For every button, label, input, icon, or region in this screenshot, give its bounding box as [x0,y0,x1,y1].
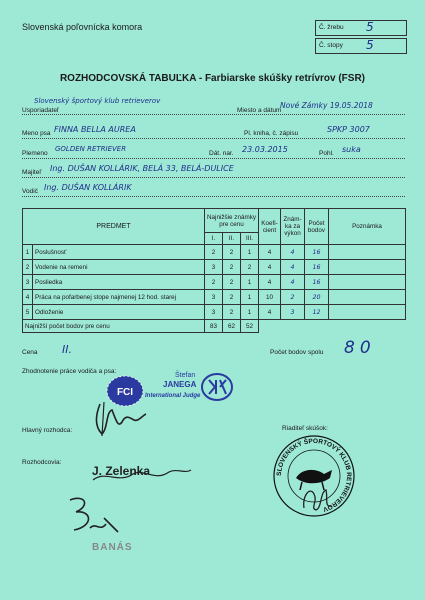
row-coef: 4 [259,245,281,260]
header-iii: III. [241,233,259,245]
row-min-ii: 2 [223,275,241,290]
row-min-i: 3 [205,260,223,275]
row-points: 20 [305,290,329,305]
organizer-row [22,97,405,115]
row-coef: 4 [259,275,281,290]
judge-role: International Judge [145,393,201,399]
judge-first-name: Štefan [175,372,196,379]
evaluation-label: Zhodnotenie práce vodiča a psa: [22,368,117,375]
place-date-value: Nové Zámky 19.05.2018 [280,101,373,110]
owner-value: Ing. DUŠAN KOLLÁRIK, BELÁ 33, BELÁ-DULICE [50,164,234,173]
row-number: 3 [23,275,33,290]
draw-label: Č. žrebu [319,24,344,31]
row-coef: 4 [259,305,281,320]
header-note: Poznámka [329,209,406,245]
studbook-value: SPKP 3007 [327,125,370,134]
row-coef: 10 [259,290,281,305]
judge-surname: JANEGA [163,380,197,389]
row-points: 16 [305,275,329,290]
row-number: 4 [23,290,33,305]
club-ring-text: SLOVENSKÝ ŠPORTOVÝ KLUB RETRIEVEROV [275,437,353,513]
owner-row [22,163,405,178]
header-i: I. [205,233,223,245]
birth-label: Dát. nar. [209,150,234,157]
prize-value: II. [62,343,72,356]
breed-label: Plemeno [22,150,48,157]
handler-label: Vodič [22,188,38,195]
min-points-iii: 52 [241,320,259,333]
row-coef: 4 [259,260,281,275]
breed-value: GOLDEN RETRIEVER [55,145,127,153]
row-min-iii: 1 [241,290,259,305]
judge1-stamp-name: J. Zelenka [92,464,151,478]
birth-value: 23.03.2015 [242,145,288,154]
row-grade: 2 [281,290,305,305]
header-subject: PREDMET [23,209,205,245]
row-grade: 4 [281,275,305,290]
result-row [22,338,405,358]
draw-value: 5 [366,20,374,34]
row-note [329,305,406,320]
total-value: 80 [344,338,376,358]
dog-name-value: FINNA BELLA AUREA [54,125,136,134]
total-label: Počet bodov spolu [270,349,324,356]
row-min-ii: 2 [223,260,241,275]
row-min-iii: 1 [241,245,259,260]
dog-row [22,124,405,139]
header-points: Počet bodov [305,209,329,245]
row-min-iii: 1 [241,305,259,320]
sk-logo-icon [200,372,234,402]
row-min-i: 2 [205,275,223,290]
row-grade: 4 [281,260,305,275]
organizer-value: Slovenský športový klub retrieverov [34,97,161,105]
row-subject: Vodenie na remeni [33,260,205,275]
table-row [23,305,406,320]
place-date-label: Miesto a dátum [237,107,282,114]
row-grade: 3 [281,305,305,320]
row-number: 1 [23,245,33,260]
row-note [329,290,406,305]
director-label: Riaditeľ skúšok: [282,425,328,432]
judge2-stamp-name: BANÁS [92,542,133,553]
row-subject: Posliedka [33,275,205,290]
row-subject: Poslušnosť [33,245,205,260]
director-signature-icon [298,478,338,514]
row-min-ii: 2 [223,245,241,260]
row-points: 12 [305,305,329,320]
header-min: Najnižšie známky pre cenu [205,209,259,233]
chief-judge-label: Hlavný rozhodca: [22,427,73,434]
breed-row [22,144,405,159]
prize-label: Cena [22,349,38,356]
min-points-row [23,320,406,333]
row-min-i: 3 [205,305,223,320]
table-row [23,260,406,275]
header-ii: II. [223,233,241,245]
table-row [23,245,406,260]
row-min-iii: 1 [241,275,259,290]
sex-value: suka [342,145,361,154]
row-note [329,275,406,290]
draw-box [315,20,407,36]
owner-label: Majiteľ [22,169,42,176]
chief-judge-signature-icon [90,400,150,438]
track-label: Č. stopy [319,42,343,49]
judge1-signature-icon [85,460,195,490]
row-subject: Odloženie [33,305,205,320]
row-min-iii: 2 [241,260,259,275]
organizer-label: Usporiadateľ [22,107,59,114]
track-box [315,38,407,54]
row-subject: Práca na pofarbenej stope najmenej 12 hod. starej [33,290,205,305]
handler-value: Ing. DUŠAN KOLLÁRIK [44,183,132,192]
min-points-ii: 62 [223,320,241,333]
score-table [22,208,406,333]
judges-label: Rozhodcovia: [22,459,62,466]
row-note [329,260,406,275]
row-min-i: 2 [205,245,223,260]
sex-label: Pohl. [319,150,334,157]
fci-text: FCI [116,387,134,398]
row-grade: 4 [281,245,305,260]
min-points-i: 83 [205,320,223,333]
row-points: 16 [305,260,329,275]
row-number: 5 [23,305,33,320]
page-title: ROZHODCOVSKÁ TABUĽKA - Farbiarske skúšky retrívrov (FSR) [59,73,366,84]
min-points-label: Najnižší počet bodov pre cenu [23,320,205,333]
judge2-signature-icon [60,492,130,540]
handler-row [22,182,405,197]
header-coef: Koefi-cient [259,209,281,245]
row-min-ii: 2 [223,290,241,305]
track-value: 5 [366,38,374,52]
row-points: 16 [305,245,329,260]
table-row [23,275,406,290]
header-grade: Znám-ka za výkon [281,209,305,245]
row-number: 2 [23,260,33,275]
table-row [23,290,406,305]
row-note [329,245,406,260]
row-min-i: 3 [205,290,223,305]
row-min-ii: 2 [223,305,241,320]
dog-name-label: Meno psa [22,130,51,137]
studbook-label: Pl. kniha, č. zápisu [244,130,299,137]
org-name: Slovenská poľovnícka komora [22,22,143,32]
